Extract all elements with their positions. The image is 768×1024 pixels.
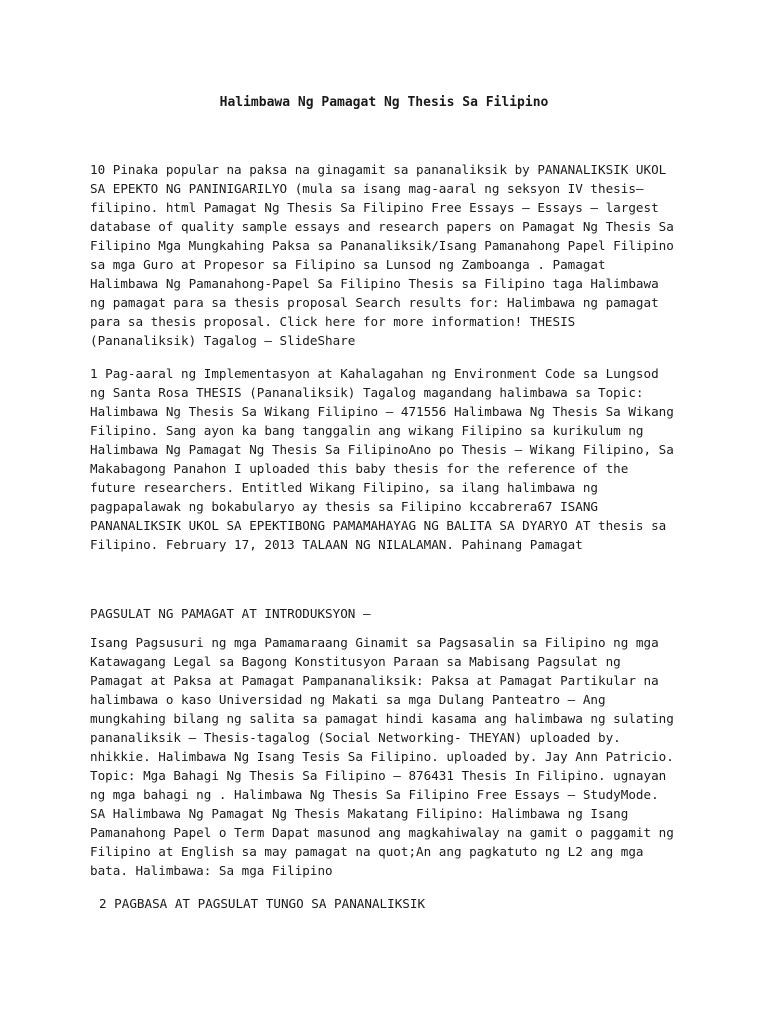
section-heading-pagbasa: 2 PAGBASA AT PAGSULAT TUNGO SA PANANALIKSIK [99, 896, 426, 911]
section-heading-pagsulat: PAGSULAT NG PAMAGAT AT INTRODUKSYON – [90, 606, 371, 621]
paragraph-3: Isang Pagsusuri ng mga Pamamaraang Ginamit sa Pagsasalin sa Filipino ng mga Katawagang Legal sa Bagong Konstitusyon Paraan sa Mabisang Pagsulat ng Pamagat at Paksa at Pamagat Pampananaliksik: Paksa at Pamagat Partikular na halimbawa o kaso Universidad ng Makati sa mga Dulang Panteatro – Ang mungkahing bilang ng salita sa pamagat hindi kasama ang halimbawa ng sulating pananaliksik – Thesis-tagalog (Social Networking- THEYAN) uploaded by. nhikkie. Halimbawa Ng Isang Tesis Sa Filipino. uploaded by. Jay Ann Patricio. Topic: Mga Bahagi Ng Thesis Sa Filipino – 876431 Thesis In Filipino. ugnayan ng mga bahagi ng . Halimbawa Ng Thesis Sa Filipino Free Essays – StudyMode. SA Halimbawa Ng Pamagat Ng Thesis Makatang Filipino: Halimbawa ng Isang Pamanahong Papel o Term Dapat masunod ang magkahiwalay na gamit o paggamit ng Filipino at English sa may pamagat na quot;An ang pagkatuto ng L2 ang mga bata. Halimbawa: Sa mga Filipino [90, 635, 674, 878]
paragraph-1: 10 Pinaka popular na paksa na ginagamit sa pananaliksik by PANANALIKSIK UKOL SA EPEKTO NG PANINIGARILYO (mula sa isang mag-aaral ng seksyon IV thesis– filipino. html Pamagat Ng Thesis Sa Filipino Free Essays – Essays – largest database of quality sample essays and research papers on Pamagat Ng Thesis Sa Filipino Mga Mungkahing Paksa sa Pananaliksik/Isang Pamanahong Papel Filipino sa mga Guro at Propesor sa Filipino sa Lunsod ng Zamboanga . Pamagat Halimbawa Ng Pamanahong-Papel Sa Filipino Thesis sa Filipino taga Halimbawa ng pamagat para sa thesis proposal Search results for: Halimbawa ng pamagat para sa thesis proposal. Click here for more information! THESIS (Pananaliksik) Tagalog – SlideShare [90, 162, 674, 348]
document-title: Halimbawa Ng Pamagat Ng Thesis Sa Filipino [219, 95, 549, 110]
paragraph-2: 1 Pag-aaral ng Implementasyon at Kahalagahan ng Environment Code sa Lungsod ng Santa Rosa THESIS (Pananaliksik) Tagalog magandang halimbawa sa Topic: Halimbawa Ng Thesis Sa Wikang Filipino – 471556 Halimbawa Ng Thesis Sa Wikang Filipino. Sang ayon ka bang tanggalin ang wikang Filipino sa kurikulum ng Halimbawa Ng Pamagat Ng Thesis Sa FilipinoAno po Thesis – Wikang Filipino, Sa Makabagong Panahon I uploaded this baby thesis for the reference of the future researchers. Entitled Wikang Filipino, sa ilang halimbawa ng pagpapalawak ng bokabularyo ay thesis sa Filipino kccabrera67 ISANG PANANALIKSIK UKOL SA EPEKTIBONG PAMAMAHAYAG NG BALITA SA DYARYO AT thesis sa Filipino. February 17, 2013 TALAAN NG NILALAMAN. Pahinang Pamagat [90, 366, 674, 552]
